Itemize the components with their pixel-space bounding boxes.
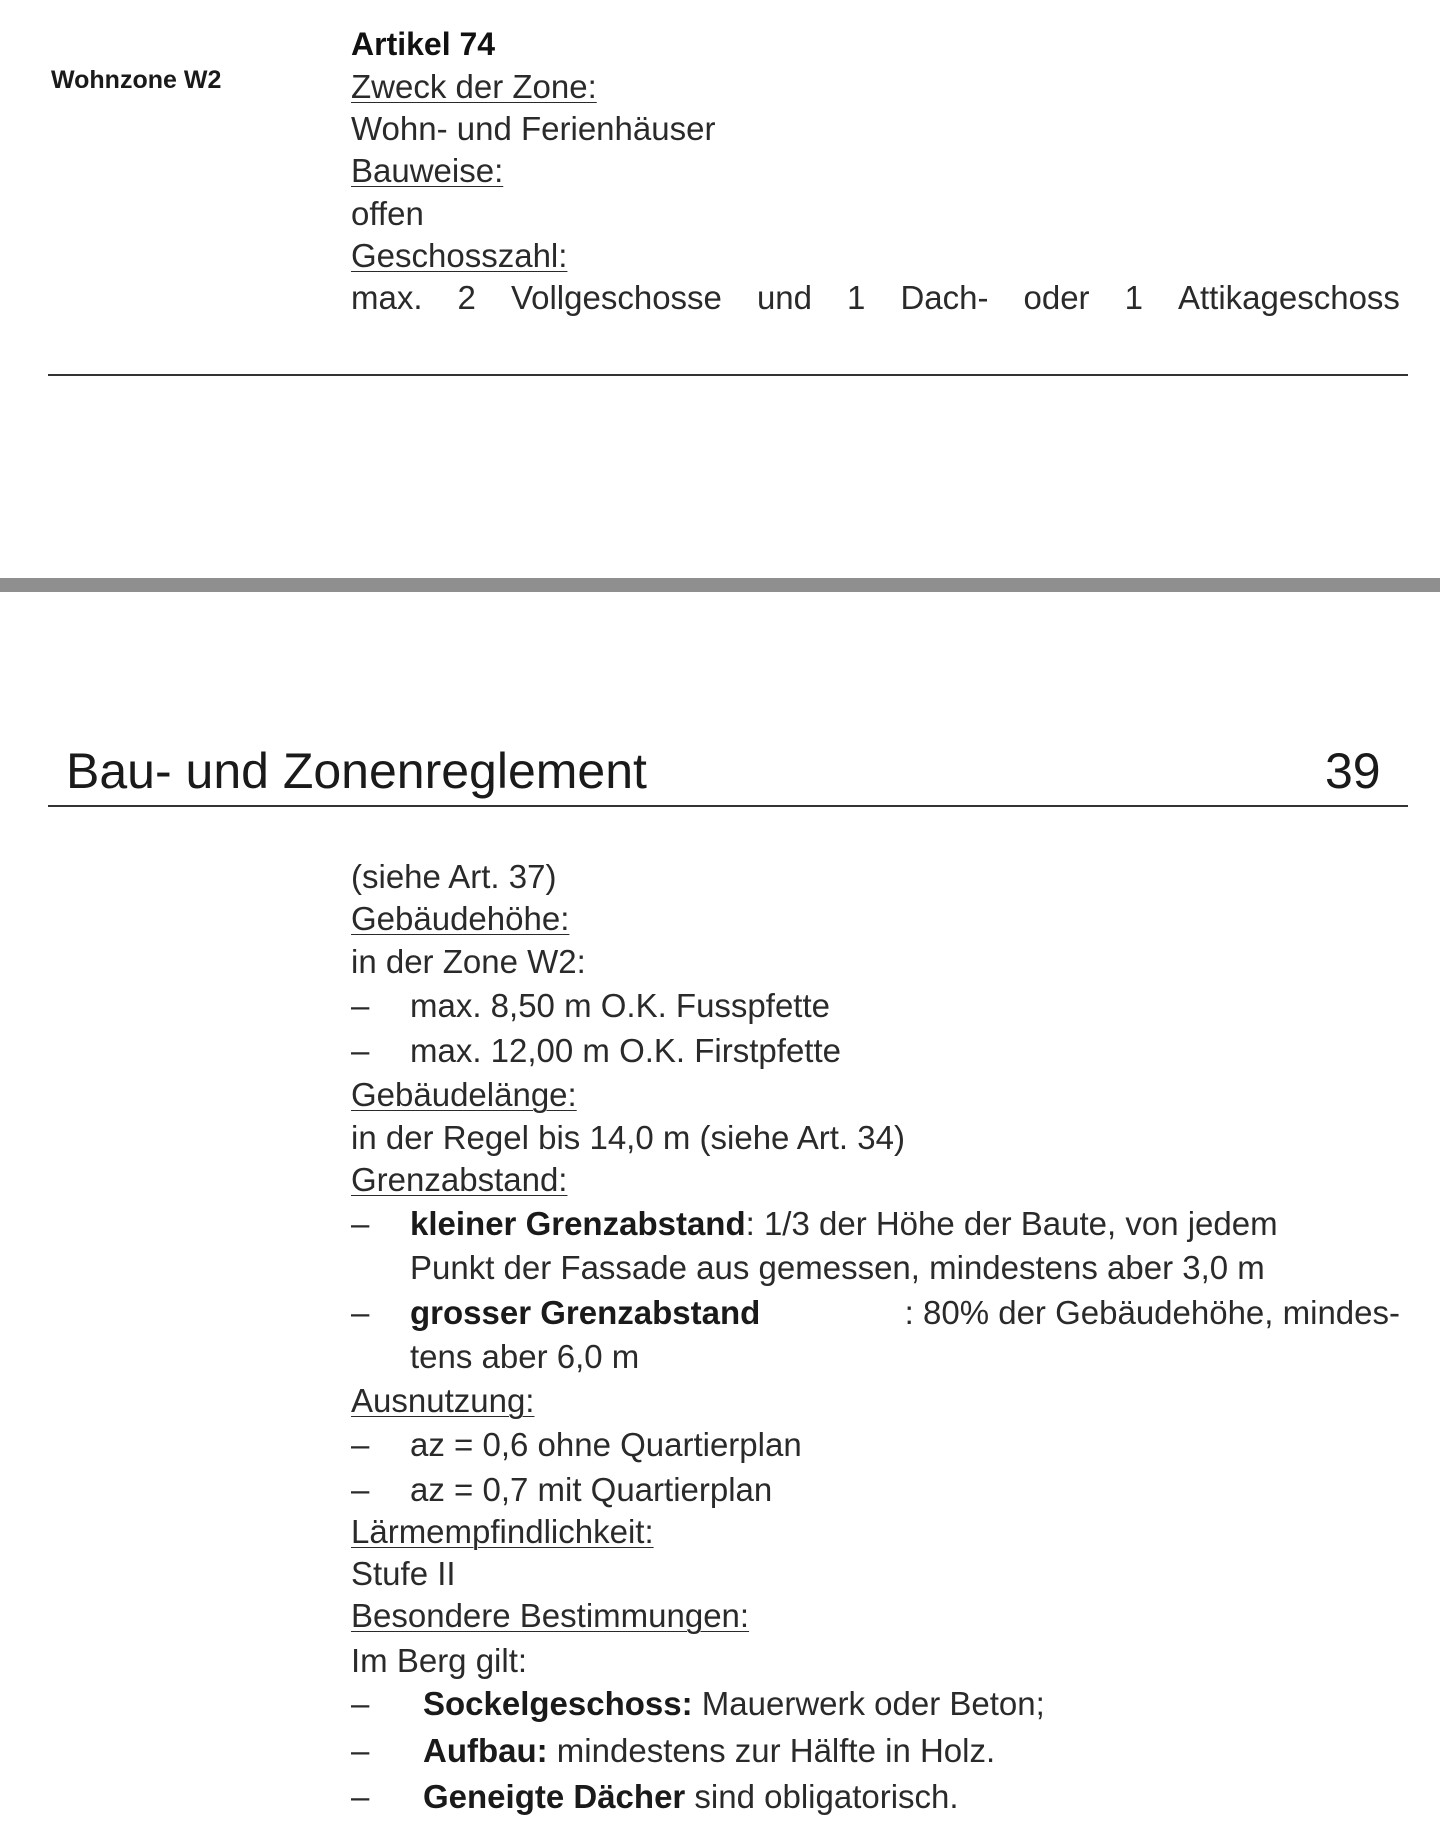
page-header-title: Bau- und Zonenreglement bbox=[66, 743, 647, 799]
hoehe-heading: Gebäudehöhe: bbox=[351, 900, 570, 937]
laenge-heading: Gebäudelänge: bbox=[351, 1076, 577, 1113]
bullet-dash: – bbox=[351, 1032, 370, 1069]
besondere-term: Geneigte Dächer bbox=[423, 1778, 686, 1815]
article-title: Artikel 74 bbox=[351, 26, 496, 62]
bauweise-value: offen bbox=[351, 195, 424, 232]
bullet-dash: – bbox=[351, 1294, 370, 1331]
geschoss-heading: Geschosszahl: bbox=[351, 237, 568, 274]
bullet-dash: – bbox=[351, 1471, 370, 1508]
geschoss-value bbox=[351, 277, 1400, 319]
zone-label: Wohnzone W2 bbox=[51, 66, 222, 94]
page-break-bar bbox=[0, 578, 1440, 592]
siehe-ref: (siehe Art. 37) bbox=[351, 858, 557, 895]
grenz-gross-term: grosser Grenzabstand bbox=[410, 1294, 761, 1331]
geschoss-word: Dach- bbox=[900, 279, 989, 316]
besondere-term: Sockelgeschoss: bbox=[423, 1685, 693, 1722]
geschoss-word: oder bbox=[1023, 279, 1090, 316]
laerm-value: Stufe II bbox=[351, 1555, 456, 1592]
besondere-text: Mauerwerk oder Beton; bbox=[692, 1685, 1045, 1722]
grenz-heading: Grenzabstand: bbox=[351, 1161, 568, 1198]
geschoss-word: Vollgeschosse bbox=[510, 279, 722, 316]
bullet-dash: – bbox=[351, 1732, 370, 1769]
geschoss-word: 1 bbox=[1124, 279, 1143, 316]
grenz-gross-text: : 80% der Gebäudehöhe, mindes- bbox=[904, 1294, 1400, 1331]
zweck-value: Wohn- und Ferienhäuser bbox=[351, 110, 716, 147]
besondere-text: mindestens zur Hälfte in Holz. bbox=[547, 1732, 996, 1769]
hoehe-intro: in der Zone W2: bbox=[351, 943, 586, 980]
section-divider bbox=[48, 374, 1408, 376]
grenz-gross-line2: tens aber 6,0 m bbox=[410, 1338, 640, 1375]
ausnutzung-item: az = 0,6 ohne Quartierplan bbox=[410, 1426, 802, 1463]
ausnutzung-item: az = 0,7 mit Quartierplan bbox=[410, 1471, 773, 1508]
laerm-heading: Lärmempfindlichkeit: bbox=[351, 1513, 654, 1550]
bauweise-heading: Bauweise: bbox=[351, 152, 504, 189]
zweck-heading: Zweck der Zone: bbox=[351, 68, 597, 105]
grenz-klein-term: kleiner Grenzabstand bbox=[410, 1205, 746, 1242]
bullet-dash: – bbox=[351, 1426, 370, 1463]
geschoss-word: 2 bbox=[457, 279, 476, 316]
header-rule bbox=[48, 805, 1408, 807]
geschoss-word: max. bbox=[351, 279, 423, 316]
grenz-klein-line2: Punkt der Fassade aus gemessen, mindestens aber 3,0 m bbox=[410, 1249, 1265, 1286]
laenge-value: in der Regel bis 14,0 m (siehe Art. 34) bbox=[351, 1119, 905, 1156]
geschoss-word: 1 bbox=[847, 279, 866, 316]
grenz-klein-line1 bbox=[410, 1203, 1278, 1245]
hoehe-item: max. 12,00 m O.K. Firstpfette bbox=[410, 1032, 841, 1069]
besondere-term: Aufbau: bbox=[423, 1732, 548, 1769]
besondere-item bbox=[423, 1776, 959, 1818]
besondere-item bbox=[423, 1730, 995, 1772]
geschoss-word: Attikageschoss bbox=[1177, 279, 1400, 316]
besondere-intro: Im Berg gilt: bbox=[351, 1642, 528, 1679]
besondere-text: sind obligatorisch. bbox=[685, 1778, 959, 1815]
grenz-klein-text: : 1/3 der Höhe der Baute, von jedem bbox=[745, 1205, 1278, 1242]
besondere-heading: Besondere Bestimmungen: bbox=[351, 1597, 750, 1634]
geschoss-word: und bbox=[756, 279, 813, 316]
ausnutzung-heading: Ausnutzung: bbox=[351, 1382, 535, 1419]
bullet-dash: – bbox=[351, 1205, 370, 1242]
besondere-item bbox=[423, 1683, 1045, 1725]
grenz-gross-line1 bbox=[410, 1292, 1400, 1334]
bullet-dash: – bbox=[351, 1685, 370, 1722]
hoehe-item: max. 8,50 m O.K. Fusspfette bbox=[410, 987, 830, 1024]
page-number: 39 bbox=[1325, 743, 1381, 799]
bullet-dash: – bbox=[351, 987, 370, 1024]
bullet-dash: – bbox=[351, 1778, 370, 1815]
